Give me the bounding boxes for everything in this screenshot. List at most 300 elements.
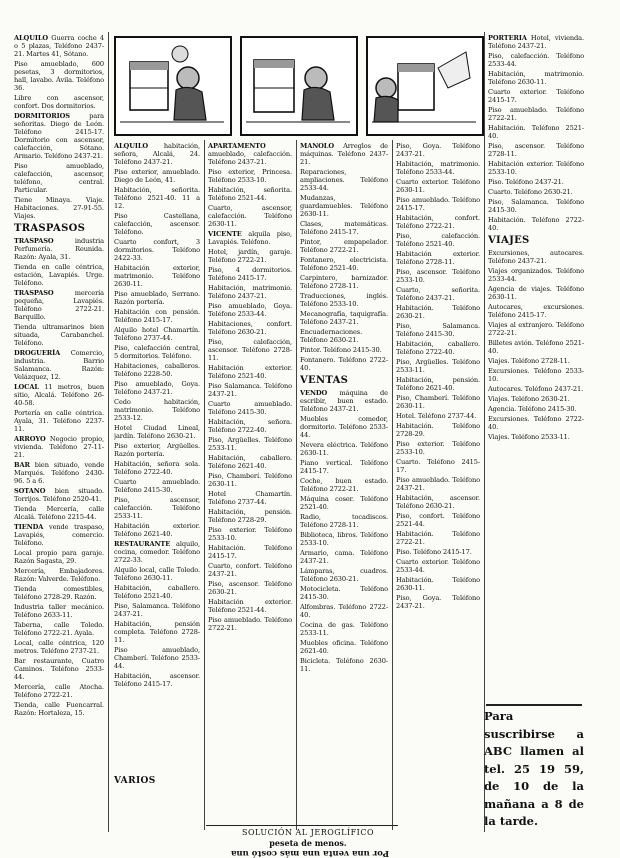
section-heading-viajes: VIAJES xyxy=(488,235,530,246)
ads-list-4-bottom xyxy=(300,389,388,673)
classified-ad xyxy=(300,415,388,439)
ad-text: Habitación, caballero. Teléfono 2722-40. xyxy=(396,340,480,356)
classified-ad xyxy=(300,238,388,254)
classified-ad xyxy=(396,286,480,302)
cartoon-strip xyxy=(114,36,484,136)
classified-ad xyxy=(14,505,104,521)
ad-text: Habitación exterior. Teléfono 2533-10. xyxy=(488,160,584,176)
classified-ad xyxy=(300,513,388,529)
ad-text: Habitación con pensión. Teléfono 2415-17. xyxy=(114,308,200,324)
classified-ad xyxy=(488,52,584,68)
classified-ad xyxy=(300,477,388,493)
ad-text: Libre con ascensor, confort. Dos dormitorios. xyxy=(14,94,104,110)
classified-ad xyxy=(396,422,480,438)
ad-text: Piso, Argüelles. Teléfono 2533-11. xyxy=(208,436,292,452)
ad-text: Tienda ultramarinos bien situada, Carabanchel. Teléfono. xyxy=(14,323,104,347)
ad-text: Piso, Salamanca. Teléfono 2415-30. xyxy=(488,198,584,214)
classified-ad xyxy=(300,549,388,565)
ad-text: Habitación. Teléfono 2630-21. xyxy=(396,304,480,320)
ad-text: Mercería, Embajadores. Razón: Valverde. Teléfono. xyxy=(14,567,104,583)
ad-text: Habitación, señorita. Teléfono 2521-44. xyxy=(208,186,292,202)
ad-text: Tienda comestibles, Teléfono 2728-29. Razón. xyxy=(14,585,104,601)
ad-text: Tiene Minaya. Viaje. Habitaciones. 27-91-55. Viajes. xyxy=(14,196,104,220)
classified-ad xyxy=(488,367,584,383)
classified-ad xyxy=(300,292,388,308)
classified-ad xyxy=(14,657,104,681)
ad-text: Cuarto, ascensor, calefacción. Teléfono 2630-11. xyxy=(208,204,292,228)
ad-text: Habitación, pensión. Teléfono 2728-29. xyxy=(208,508,292,524)
ad-text: Habitación exterior, matrimonio. Teléfono 2630-11. xyxy=(114,264,200,288)
ad-text: Hotel Chamartín. Teléfono 2737-44. xyxy=(208,490,292,506)
ad-text: Biblioteca, libros. Teléfono 2533-10. xyxy=(300,531,388,547)
classified-ad xyxy=(300,389,388,413)
ad-text: Piso amueblado, Serrano. Razón portería. xyxy=(114,290,200,306)
classified-ad xyxy=(488,249,584,265)
classified-ad xyxy=(208,302,292,318)
classified-ad xyxy=(396,558,480,574)
ad-text: Comercio, industria. Barrio Salamanca. Razón: Velázquez, 12. xyxy=(14,349,104,381)
jeroglifico-line-1: peseta de menos. xyxy=(269,838,347,848)
classified-ad xyxy=(488,285,584,301)
classified-ad xyxy=(208,508,292,524)
section-heading-ventas: VENTAS xyxy=(300,375,349,386)
classified-ad xyxy=(488,160,584,176)
ad-text: para señoritas. Diego de León. Teléfono 2415-17. Dormitorio con ascensor, calefacción, Sótano. Armario. Teléfono 2437-21. xyxy=(14,112,104,160)
ad-text: bien situado, vende Marqués. Teléfono 2430-96. 5 a 6. xyxy=(14,461,104,485)
ad-text: Nevera eléctrica. Teléfono 2630-11. xyxy=(300,441,388,457)
ad-text: 11 metros, buen sitio, Alcalá. Teléfono 26-40-58. xyxy=(14,383,104,407)
classified-ad xyxy=(300,346,388,354)
classified-ad xyxy=(114,308,200,324)
classified-ad xyxy=(396,196,480,212)
classified-ad xyxy=(396,232,480,248)
classified-ad xyxy=(14,549,104,565)
classified-ad xyxy=(300,639,388,655)
ad-text: Piso Salamanca. Teléfono 2437-21. xyxy=(208,382,292,398)
classified-ad xyxy=(396,268,480,284)
ads-list-1-bottom xyxy=(14,237,104,717)
ad-text: Motocicleta. Teléfono 2415-30. xyxy=(300,585,388,601)
classified-ad xyxy=(14,94,104,110)
ad-text: Piso amueblado. Teléfono 2722-21. xyxy=(488,106,584,122)
ad-text: Hotel, jardín, garaje. Teléfono 2722-21. xyxy=(208,248,292,264)
classified-ad xyxy=(14,323,104,347)
ad-text: Piano vertical. Teléfono 2415-17. xyxy=(300,459,388,475)
ad-text: Coche, buen estado. Teléfono 2722-21. xyxy=(300,477,388,493)
cartoon-panel-2 xyxy=(240,36,358,136)
ad-keyword: DORMITORIOS xyxy=(14,112,70,120)
classified-ad xyxy=(114,264,200,288)
ad-text: Piso, calefacción central, 5 dormitorios. Teléfono. xyxy=(114,344,200,360)
classified-ad xyxy=(114,168,200,184)
ad-text: Radio, tocadiscos. Teléfono 2728-11. xyxy=(300,513,388,529)
ad-text: Piso, 4 dormitorios. Teléfono 2415-17. xyxy=(208,266,292,282)
ad-text: Habitación exterior. Teléfono 2521-40. xyxy=(208,364,292,380)
ad-text: Hotel Ciudad Lineal, jardín. Teléfono 2630-21. xyxy=(114,424,200,440)
ad-text: Habitación. Teléfono 2415-17. xyxy=(208,544,292,560)
classified-ad xyxy=(488,34,584,50)
ad-text: Habitación. Teléfono 2630-11. xyxy=(396,576,480,592)
classified-ad xyxy=(14,112,104,160)
classified-ad xyxy=(300,356,388,372)
classified-ad xyxy=(396,178,480,194)
classified-ad xyxy=(396,340,480,356)
classified-ad xyxy=(208,284,292,300)
ad-text: Piso amueblado. Teléfono 2437-21. xyxy=(396,476,480,492)
subscription-notice: Para suscribirse a ABC llamen al tel. 25 19 59, de 10 de la mañana a 8 de la tarde. xyxy=(484,709,584,828)
classified-ad xyxy=(114,646,200,670)
ad-text: Excursiones. Teléfono 2722-40. xyxy=(488,415,584,431)
classified-ad xyxy=(396,304,480,320)
classified-ad xyxy=(14,383,104,407)
classified-ad xyxy=(488,70,584,86)
ad-text: Piso, Chamberí. Teléfono 2630-11. xyxy=(208,472,292,488)
ad-text: Cuarto confort, 3 dormitorios. Teléfono 2422-33. xyxy=(114,238,200,262)
ad-text: Hotel, vivienda. Teléfono 2437-21. xyxy=(488,34,584,50)
ad-text: Máquina coser. Teléfono 2521-40. xyxy=(300,495,388,511)
ad-text: Arreglos de máquinas. Teléfono 2437-21. xyxy=(300,142,388,166)
classified-ad xyxy=(14,289,104,321)
ad-text: amueblado, calefacción. Teléfono 2437-21. xyxy=(208,150,292,166)
classified-ad xyxy=(488,395,584,403)
divider xyxy=(486,704,582,706)
ad-text: Fontanero, electricista. Teléfono 2521-40. xyxy=(300,256,388,272)
ad-text: Habitación. Teléfono 2722-40. xyxy=(488,216,584,232)
ad-keyword: RESTAURANTE xyxy=(114,540,171,548)
ad-text: Viajes. Teléfono 2533-11. xyxy=(488,433,570,441)
ad-text: Habitación, caballero. Teléfono 2521-40. xyxy=(114,584,200,600)
classified-ad xyxy=(114,460,200,476)
ad-text: Pintor. Teléfono 2415-30. xyxy=(300,346,382,354)
classified-ad xyxy=(14,621,104,637)
classified-ad xyxy=(488,385,584,393)
classified-ad xyxy=(488,88,584,104)
classified-ad xyxy=(396,250,480,266)
classified-ad xyxy=(208,142,292,166)
classified-ad xyxy=(488,303,584,319)
cartoon-drawing-1 xyxy=(116,38,230,134)
classified-ad xyxy=(208,248,292,264)
ad-text: Piso amueblado, Goya. Teléfono 2437-21. xyxy=(114,380,200,396)
ad-text: Piso, calefacción, ascensor. Teléfono 2728-11. xyxy=(208,338,292,362)
cartoon-drawing-2 xyxy=(242,38,356,134)
classified-ad xyxy=(208,526,292,542)
classified-ad xyxy=(208,400,292,416)
ads-list-6-bottom xyxy=(488,249,584,441)
ad-text: Habitación exterior. Teléfono 2621-40. xyxy=(114,522,200,538)
classified-ad xyxy=(114,238,200,262)
ad-text: Piso, ascensor. Teléfono 2630-21. xyxy=(208,580,292,596)
classified-ad xyxy=(208,186,292,202)
classified-ad xyxy=(208,472,292,488)
ad-text: Habitación. Teléfono 2728-29. xyxy=(396,422,480,438)
ad-text: Negocio propio, vivienda. Teléfono 27-11-21. xyxy=(14,435,104,459)
ad-text: Piso, ascensor. Teléfono 2728-11. xyxy=(488,142,584,158)
classified-ad xyxy=(300,168,388,192)
ad-text: Viajes. Teléfono 2630-21. xyxy=(488,395,570,403)
ad-text: Pintor, empapelador. Teléfono 2722-21. xyxy=(300,238,388,254)
ad-text: Reparaciones, ampliaciones. Teléfono 2533-44. xyxy=(300,168,388,192)
ad-keyword: ALQUILO xyxy=(114,142,149,150)
classified-ad xyxy=(14,585,104,601)
ad-text: Mudanzas, guardamuebles. Teléfono 2630-11. xyxy=(300,194,388,218)
classified-ad xyxy=(396,458,480,474)
ad-keyword: VENDO xyxy=(300,389,328,397)
ad-text: industria Perfumería. Reunida. Razón: Ayala, 31. xyxy=(14,237,104,261)
classified-ad xyxy=(14,603,104,619)
classified-ad xyxy=(488,106,584,122)
classified-ad xyxy=(208,230,292,246)
classified-ad xyxy=(114,584,200,600)
ad-keyword: DROGUERÍA xyxy=(14,349,61,357)
ad-text: alquilo, cocina, comedor. Teléfono 2722-33. xyxy=(114,540,200,564)
ad-text: Piso, Salamanca. Teléfono 2415-30. xyxy=(396,322,480,338)
ad-text: bien situado. Torrijos. Teléfono 2520-41. xyxy=(14,487,104,503)
ad-text: Piso, Goya. Teléfono 2437-21. xyxy=(396,142,480,158)
classified-ad xyxy=(14,567,104,583)
ad-text: Clases, matemáticas. Teléfono 2415-17. xyxy=(300,220,388,236)
ad-text: Piso, Goya. Teléfono 2437-21. xyxy=(396,594,480,610)
classified-ad xyxy=(396,440,480,456)
classified-ad xyxy=(208,266,292,282)
classified-ad xyxy=(300,621,388,637)
classified-ad xyxy=(488,405,584,413)
ad-text: Piso Castellana, calefacción, ascensor. Teléfono. xyxy=(114,212,200,236)
classified-ad xyxy=(396,594,480,610)
ad-keyword: APARTAMENTO xyxy=(208,142,266,150)
ad-text: Piso. Teléfono 2437-21. xyxy=(488,178,564,186)
classified-ad xyxy=(208,168,292,184)
ad-text: vende traspaso, Lavapiés, comercio. Teléfono. xyxy=(14,523,104,547)
ad-text: Habitación. Teléfono 2722-21. xyxy=(396,530,480,546)
classified-ad xyxy=(114,424,200,440)
classified-ad xyxy=(208,616,292,632)
classified-ad xyxy=(114,186,200,210)
cartoon-drawing-3 xyxy=(368,38,482,134)
ad-text: Muebles oficina. Teléfono 2621-40. xyxy=(300,639,388,655)
ad-text: Autocares. Teléfono 2437-21. xyxy=(488,385,584,393)
ad-text: Autocares, excursiones. Teléfono 2415-17. xyxy=(488,303,584,319)
classified-ad xyxy=(300,441,388,457)
ad-keyword: ARROYO xyxy=(14,435,46,443)
classified-ad xyxy=(396,394,480,410)
classified-ad xyxy=(396,494,480,510)
classified-ad xyxy=(14,639,104,655)
ad-text: Piso exterior. Teléfono 2533-10. xyxy=(396,440,480,456)
classified-ad xyxy=(488,124,584,140)
ad-text: Piso. Teléfono 2415-17. xyxy=(396,548,472,556)
ad-keyword: MANOLO xyxy=(300,142,334,150)
classified-ad xyxy=(488,188,584,196)
classified-ad xyxy=(488,198,584,214)
column-5 xyxy=(396,142,480,822)
ad-text: Piso, Argüelles. Teléfono 2533-11. xyxy=(396,358,480,374)
classified-ad xyxy=(208,544,292,560)
ad-keyword: TIENDA xyxy=(14,523,44,531)
classified-ad xyxy=(488,178,584,186)
ads-list-1-top xyxy=(14,34,104,220)
classified-ad xyxy=(300,657,388,673)
classified-ad xyxy=(300,274,388,290)
classified-ad xyxy=(114,344,200,360)
classified-ad xyxy=(14,435,104,459)
ad-text: Carpintero, barnizador. Teléfono 2728-11. xyxy=(300,274,388,290)
classified-ad xyxy=(208,364,292,380)
classified-ad xyxy=(208,580,292,596)
ad-text: Tienda Mercería, calle Alcalá. Teléfono 2215-44. xyxy=(14,505,104,521)
ad-text: Alquilo hotel Chamartín. Teléfono 2737-44. xyxy=(114,326,200,342)
classified-ad xyxy=(14,162,104,194)
classified-ad xyxy=(300,531,388,547)
ad-text: Piso amueblado. Teléfono 2415-17. xyxy=(396,196,480,212)
classified-ad xyxy=(300,194,388,218)
classified-ad xyxy=(396,512,480,528)
classified-ad xyxy=(114,380,200,396)
ad-text: habitación, señora, Alcalá, 24. Teléfono 2437-21. xyxy=(114,142,200,166)
ad-text: Habitación, matrimonio. Teléfono 2533-44. xyxy=(396,160,480,176)
classified-ad xyxy=(114,522,200,538)
ad-text: Cuarto exterior. Teléfono 2533-44. xyxy=(396,558,480,574)
classified-ad xyxy=(114,602,200,618)
ad-text: Cuarto, confort. Teléfono 2437-21. xyxy=(208,562,292,578)
classified-ad xyxy=(14,409,104,433)
ad-text: Piso, Chamberí. Teléfono 2630-11. xyxy=(396,394,480,410)
section-heading-traspasos: TRASPASOS xyxy=(14,223,86,234)
ad-text: Viajes. Teléfono 2728-11. xyxy=(488,357,570,365)
classified-ad xyxy=(300,256,388,272)
classified-ad xyxy=(208,338,292,362)
classified-ad xyxy=(396,476,480,492)
ad-text: Viajes organizados. Teléfono 2533-44. xyxy=(488,267,584,283)
classified-ad xyxy=(114,398,200,422)
classified-ad xyxy=(208,320,292,336)
ad-text: Piso exterior, Argüelles. Razón portería. xyxy=(114,442,200,458)
ad-keyword: BAR xyxy=(14,461,30,469)
classified-ad xyxy=(14,683,104,699)
ad-text: Portería en calle céntrica. Ayala, 31. Teléfono 2237-11. xyxy=(14,409,104,433)
classified-ad xyxy=(14,461,104,485)
classified-ad xyxy=(208,382,292,398)
ad-text: Excursiones, autocares. Teléfono 2437-21. xyxy=(488,249,584,265)
ad-keyword: ALQUILO xyxy=(14,34,49,42)
classified-ad xyxy=(114,212,200,236)
ad-keyword: TRASPASO xyxy=(14,289,54,297)
classified-ad xyxy=(300,459,388,475)
classified-ad xyxy=(396,142,480,158)
classified-ad xyxy=(114,496,200,520)
section-heading-varios: VARIOS xyxy=(114,776,156,786)
classified-ad xyxy=(14,523,104,547)
classified-ad xyxy=(396,412,480,420)
classified-ad xyxy=(396,548,480,556)
ad-text: Cuarto exterior. Teléfono 2630-11. xyxy=(396,178,480,194)
ad-text: Cedo habitación, matrimonio. Teléfono 2533-12. xyxy=(114,398,200,422)
classified-ad xyxy=(14,263,104,287)
classified-ad xyxy=(488,415,584,431)
ad-text: Cuarto, señorita. Teléfono 2437-21. xyxy=(396,286,480,302)
classified-ad xyxy=(208,436,292,452)
ad-text: Piso, Salamanca. Teléfono 2437-21. xyxy=(114,602,200,618)
classified-ad xyxy=(488,433,584,441)
ad-keyword: TRASPASO xyxy=(14,237,54,245)
classified-ad xyxy=(114,672,200,688)
column-1 xyxy=(14,34,104,824)
classified-ad xyxy=(396,376,480,392)
classified-ad xyxy=(396,530,480,546)
ad-text: Cuarto exterior. Teléfono 2415-17. xyxy=(488,88,584,104)
classified-ad xyxy=(208,562,292,578)
classified-ad xyxy=(114,442,200,458)
classified-ad xyxy=(208,490,292,506)
ad-text: Muebles comedor, dormitorio. Teléfono 2533-44. xyxy=(300,415,388,439)
ad-text: Piso amueblado. Teléfono 2722-21. xyxy=(208,616,292,632)
ad-text: Habitaciones, caballeros. Teléfono 2228-50. xyxy=(114,362,200,378)
classified-ad xyxy=(300,603,388,619)
classified-ad xyxy=(488,142,584,158)
ad-text: Habitación, pensión. Teléfono 2621-40. xyxy=(396,376,480,392)
classified-ad xyxy=(14,701,104,717)
ad-text: máquina de escribir, buen estado. Teléfono 2437-21. xyxy=(300,389,388,413)
classified-ad xyxy=(14,487,104,503)
ad-text: Encuadernaciones. Teléfono 2630-21. xyxy=(300,328,363,344)
classified-ad xyxy=(488,216,584,232)
column-2 xyxy=(114,142,200,772)
classified-ad xyxy=(488,267,584,283)
ad-keyword: PORTERIA xyxy=(488,34,527,42)
ad-text: Tienda, calle Fuencarral. Razón: Hortaleza, 15. xyxy=(14,701,104,717)
ad-text: Lámparas, cuadros. Teléfono 2630-21. xyxy=(300,567,388,583)
ad-text: Excursiones. Teléfono 2533-10. xyxy=(488,367,584,383)
ad-text: Cuarto amueblado. Teléfono 2415-30. xyxy=(114,478,200,494)
classified-ad xyxy=(208,454,292,470)
ads-list-6-top xyxy=(488,34,584,232)
ad-text: Habitación, señora. Teléfono 2722-40. xyxy=(208,418,292,434)
ad-text: Bicicleta. Teléfono 2630-11. xyxy=(300,657,388,673)
ad-text: Armario, cama. Teléfono 2437-21. xyxy=(300,549,388,565)
ad-text: Habitación exterior. Teléfono 2521-44. xyxy=(208,598,292,614)
ad-text: Alfombras. Teléfono 2722-40. xyxy=(300,603,388,619)
column-3 xyxy=(208,142,292,822)
classified-ad xyxy=(488,339,584,355)
ad-text: Alquilo local, calle Toledo. Teléfono 2630-11. xyxy=(114,566,200,582)
ad-text: Piso amueblado, 600 pesetas, 3 dormitorios, hall, lavabo. Ávila. Teléfono 36. xyxy=(14,60,104,92)
ad-text: Hotel. Teléfono 2737-44. xyxy=(396,412,477,420)
ads-list-4-top xyxy=(300,142,388,372)
ad-text: Piso amueblado, calefacción, ascensor, teléfono, central. Particular. xyxy=(14,162,104,194)
ad-text: Piso, confort. Teléfono 2521-44. xyxy=(396,512,480,528)
classified-ad xyxy=(300,142,388,166)
classified-ad xyxy=(396,358,480,374)
ad-text: Fontanero. Teléfono 2722-40. xyxy=(300,356,388,372)
ad-text: Piso, calefacción. Teléfono 2533-44. xyxy=(488,52,584,68)
classified-ad xyxy=(488,357,584,365)
classified-ad xyxy=(488,321,584,337)
ad-text: Habitación, ascensor. Teléfono 2415-17. xyxy=(114,672,200,688)
classified-ad xyxy=(14,34,104,58)
ad-text: mercería pequeña, Lavapiés. Teléfono 2722-21. Barquillo. xyxy=(14,289,104,321)
classified-ad xyxy=(300,567,388,583)
classified-ad xyxy=(300,220,388,236)
classified-ad xyxy=(396,576,480,592)
ad-text: Industria taller mecánico. Teléfono 2633-11. xyxy=(14,603,104,619)
classified-ad xyxy=(114,620,200,644)
ad-text: Habitaciones, confort. Teléfono 2630-21. xyxy=(208,320,292,336)
ad-text: Tienda en calle céntrica, estación, Lavapiés. Urge. Teléfono. xyxy=(14,263,104,287)
classified-ad xyxy=(114,290,200,306)
ad-text: Cuarto. Teléfono 2630-21. xyxy=(488,188,573,196)
ad-text: Agencia. Teléfono 2415-30. xyxy=(488,405,577,413)
ad-text: Local, calle céntrica, 120 metros. Teléfono 2737-21. xyxy=(14,639,104,655)
